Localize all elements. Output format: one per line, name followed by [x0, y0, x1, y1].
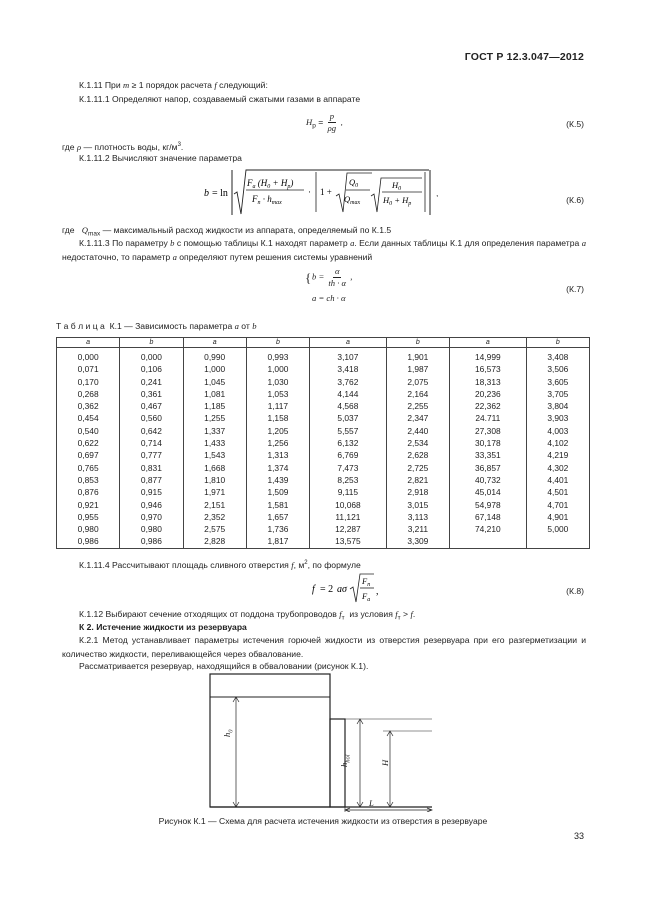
table-cell: 4,901	[526, 511, 589, 523]
paragraph-k1-11-1: К.1.11.1 Определяют напор, создаваемый сжатыми газами в аппарате	[79, 94, 361, 104]
table-cell: 3,309	[386, 535, 449, 548]
table-header-cell: b	[386, 338, 449, 348]
table-cell: 9,115	[310, 486, 387, 498]
table-cell: 4,568	[310, 400, 387, 412]
svg-text:b: b	[204, 188, 209, 199]
table-cell: 3,211	[386, 523, 449, 535]
table-cell: 0,831	[120, 462, 183, 474]
paragraph-where-q: где $Q_{max}$ — максимальный расход жидкости из аппарата, определяемый по К.1.5	[62, 225, 392, 238]
table-cell: 1,736	[246, 523, 309, 535]
svg-text:H0: $H_0$	[392, 180, 402, 192]
table-cell: 4,003	[526, 425, 589, 437]
svg-text:= ln: = ln	[212, 188, 228, 199]
table-cell: 40,732	[450, 474, 527, 486]
svg-text:Fa: $F_a$	[362, 591, 371, 603]
table-cell: 33,351	[450, 449, 527, 461]
paragraph-k1-11: К.1.11 При m ≥ 1 порядок расчета f следующий:	[79, 80, 268, 90]
table-cell: 2,347	[386, 412, 449, 424]
svg-text:Qmax: $Q_{max}$	[344, 194, 361, 206]
table-header-cell: b	[526, 338, 589, 348]
table-cell: 0,993	[246, 348, 309, 364]
table-cell: 2,918	[386, 486, 449, 498]
table-cell: 0,454	[57, 412, 120, 424]
table-cell: 2,821	[386, 474, 449, 486]
table-cell: 3,762	[310, 376, 387, 388]
table-row	[57, 511, 590, 523]
table-header-cell: a	[57, 338, 120, 348]
svg-text:H0 + Hp: $H_0 + H_p$	[383, 195, 412, 207]
table-cell: 2,534	[386, 437, 449, 449]
table-cell: 30,178	[450, 437, 527, 449]
table-header-cell: b	[246, 338, 309, 348]
table-header-cell: a	[310, 338, 387, 348]
table-cell: 6,769	[310, 449, 387, 461]
table-cell: 0,853	[57, 474, 120, 486]
table-row	[57, 412, 590, 424]
svg-text:Fп · hmax: $F_п \cdot h_{max}$	[252, 194, 282, 206]
svg-text:aσ: aσ	[337, 584, 347, 595]
svg-text:= 2: = 2	[320, 584, 334, 595]
table-cell: 1,053	[246, 388, 309, 400]
table-row	[57, 486, 590, 498]
table-cell: 0,467	[120, 400, 183, 412]
table-cell: 7,473	[310, 462, 387, 474]
svg-text:1 +: 1 +	[320, 187, 332, 197]
paragraph-k1-12: К.1.12 Выбирают сечение отходящих от поддона трубопроводов $f_т$ из условия $f_т > f$.	[79, 609, 416, 622]
table-row	[57, 535, 590, 548]
svg-text:Fa (H0 + Hp): $F_a$ $(H_0 + H_p)$	[247, 178, 294, 190]
table-cell: 11,121	[310, 511, 387, 523]
table-cell: 1,810	[183, 474, 246, 486]
table-cell: 1,313	[246, 449, 309, 461]
table-cell: 1,337	[183, 425, 246, 437]
table-cell: 16,573	[450, 363, 527, 375]
table-cell: 1,668	[183, 462, 246, 474]
table-cell: 1,509	[246, 486, 309, 498]
table-caption: Т а б л и ц а К.1 — Зависимость параметра a от b	[56, 321, 257, 331]
table-cell: 3,408	[526, 348, 589, 364]
table-cell: 0,170	[57, 376, 120, 388]
table-cell: 0,980	[57, 523, 120, 535]
table-cell: 0,697	[57, 449, 120, 461]
label-hhol: $h_{hol}$	[339, 754, 352, 767]
table-cell: 22,362	[450, 400, 527, 412]
table-cell: 0,268	[57, 388, 120, 400]
table-cell: 1,256	[246, 437, 309, 449]
paragraph-k2-1: К.2.1 Метод устанавливает параметры истечения горючей жидкости из отверстия резервуара при его разгерметизации и количество жидкости, переливающейся через обвалование.	[62, 635, 586, 659]
label-H: H	[380, 759, 390, 766]
figure-caption: Рисунок К.1 — Схема для расчета истечения жидкости из отверстия в резервуаре	[158, 816, 488, 826]
table-row	[57, 376, 590, 388]
figure-k1-diagram	[200, 672, 440, 812]
svg-text:·: ·	[308, 187, 311, 197]
table-cell: 0,986	[120, 535, 183, 548]
table-header-cell: b	[120, 338, 183, 348]
table-cell: 27,308	[450, 425, 527, 437]
paragraph-k1-11-3: К.1.11.3 По параметру b с помощью таблицы К.1 находят параметр a. Если данных таблицы К.1 для определения параметра a недостаточно, то параметр a определяют путем решения системы уравнений	[62, 238, 586, 262]
table-row	[57, 449, 590, 461]
table-cell: 0,642	[120, 425, 183, 437]
table-cell: 20,236	[450, 388, 527, 400]
table-cell: 4,401	[526, 474, 589, 486]
table-cell: 0,071	[57, 363, 120, 375]
svg-text:f: f	[312, 584, 315, 595]
equation-k8	[312, 572, 392, 604]
table-cell: 1,117	[246, 400, 309, 412]
table-cell: 1,030	[246, 376, 309, 388]
table-cell: 0,915	[120, 486, 183, 498]
table-cell: 3,113	[386, 511, 449, 523]
table-cell: 4,302	[526, 462, 589, 474]
table-cell: 1,987	[386, 363, 449, 375]
table-cell: 3,903	[526, 412, 589, 424]
table-cell: 0,714	[120, 437, 183, 449]
section-heading-k2: К 2. Истечение жидкости из резервуара	[79, 622, 247, 632]
table-row	[57, 523, 590, 535]
table-cell: 3,705	[526, 388, 589, 400]
svg-text:Fп: $F_п$	[362, 576, 371, 588]
table-row	[57, 363, 590, 375]
table-cell: 1,971	[183, 486, 246, 498]
table-cell: 0,986	[57, 535, 120, 548]
reservoir-outline	[210, 674, 330, 807]
svg-text:,: ,	[376, 586, 379, 597]
table-cell: 0,921	[57, 499, 120, 511]
label-L: L	[369, 798, 374, 808]
table-cell: 1,081	[183, 388, 246, 400]
table-cell: 2,352	[183, 511, 246, 523]
table-cell: 8,253	[310, 474, 387, 486]
table-cell: 1,000	[246, 363, 309, 375]
table-cell: 45,014	[450, 486, 527, 498]
document-code: ГОСТ Р 12.3.047—2012	[464, 51, 584, 63]
table-cell: 1,205	[246, 425, 309, 437]
table-cell: 3,605	[526, 376, 589, 388]
equation-number-k7: (К.7)	[566, 284, 584, 294]
table-cell: 4,144	[310, 388, 387, 400]
table-cell: 0,980	[120, 523, 183, 535]
table-cell: 1,433	[183, 437, 246, 449]
table-cell: 14,999	[450, 348, 527, 364]
table-cell: 67,148	[450, 511, 527, 523]
table-cell: 2,440	[386, 425, 449, 437]
table-cell: 74,210	[450, 523, 527, 535]
table-cell: 3,107	[310, 348, 387, 364]
table-row	[57, 499, 590, 511]
table-cell: 3,506	[526, 363, 589, 375]
table-cell: 2,725	[386, 462, 449, 474]
table-cell: 1,439	[246, 474, 309, 486]
table-cell: 3,418	[310, 363, 387, 375]
table-row	[57, 425, 590, 437]
table-cell: 6,132	[310, 437, 387, 449]
equation-k6	[204, 168, 434, 218]
paragraph-k1-11-2: К.1.11.2 Вычисляют значение параметра	[79, 153, 242, 163]
page-number: 33	[573, 831, 584, 841]
table-cell: 2,075	[386, 376, 449, 388]
table-cell: 1,045	[183, 376, 246, 388]
table-cell: 4,219	[526, 449, 589, 461]
table-cell: 10,068	[310, 499, 387, 511]
table-cell: 0,777	[120, 449, 183, 461]
table-cell: 1,000	[183, 363, 246, 375]
table-cell: 2,575	[183, 523, 246, 535]
table-cell: 24.711	[450, 412, 527, 424]
table-row	[57, 348, 590, 364]
table-cell: 4,701	[526, 499, 589, 511]
table-row	[57, 462, 590, 474]
table-cell: 0,106	[120, 363, 183, 375]
table-cell: 2,164	[386, 388, 449, 400]
table-row	[57, 437, 590, 449]
table-cell: 2,151	[183, 499, 246, 511]
table-cell: 0,560	[120, 412, 183, 424]
table-cell: 0,970	[120, 511, 183, 523]
svg-text:Q0: $Q_0$	[349, 177, 359, 189]
table-cell: 1,185	[183, 400, 246, 412]
table-cell: 0,876	[57, 486, 120, 498]
table-row	[57, 400, 590, 412]
table-cell: 13,575	[310, 535, 387, 548]
table-cell: 0,000	[120, 348, 183, 364]
table-cell: 5,037	[310, 412, 387, 424]
table-cell: 0,241	[120, 376, 183, 388]
table-cell: 2,255	[386, 400, 449, 412]
table-header-cell: a	[183, 338, 246, 348]
table-cell: 54,978	[450, 499, 527, 511]
table-cell: 0,540	[57, 425, 120, 437]
table-cell: 0,622	[57, 437, 120, 449]
table-cell: 4,102	[526, 437, 589, 449]
table-cell: 1,657	[246, 511, 309, 523]
table-cell: 3,015	[386, 499, 449, 511]
table-cell: 0,955	[57, 511, 120, 523]
table-cell: 18,313	[450, 376, 527, 388]
table-cell: 1,817	[246, 535, 309, 548]
equation-number-k8: (К.8)	[566, 586, 584, 596]
table-cell: 36,857	[450, 462, 527, 474]
brace: {	[305, 270, 312, 285]
table-cell	[450, 535, 527, 548]
table-row	[57, 388, 590, 400]
table-cell: 0,362	[57, 400, 120, 412]
paragraph-where-rho: где ρ — плотность воды, $кг/м^3$.	[62, 141, 184, 152]
table-cell: 0,877	[120, 474, 183, 486]
table-cell: 1,374	[246, 462, 309, 474]
table-cell: 1,158	[246, 412, 309, 424]
equation-k7: b = $\frac{\alpha}{th \cdot \alpha}$ , a = ch · α	[312, 266, 353, 303]
table-cell	[526, 535, 589, 548]
equation-k5: $H_р$ = $\frac{p}{\rho g}$ ,	[306, 111, 343, 133]
table-cell: 0,361	[120, 388, 183, 400]
table-cell: 5,557	[310, 425, 387, 437]
equation-number-k5: (К.5)	[566, 119, 584, 129]
table-cell: 0,765	[57, 462, 120, 474]
table-k1	[56, 337, 590, 549]
table-cell: 4,501	[526, 486, 589, 498]
table-cell: 2,628	[386, 449, 449, 461]
table-cell: 2,828	[183, 535, 246, 548]
table-row	[57, 474, 590, 486]
table-cell: 1,255	[183, 412, 246, 424]
table-cell: 12,287	[310, 523, 387, 535]
table-cell: 0,990	[183, 348, 246, 364]
paragraph-reservoir: Рассматривается резервуар, находящийся в обваловании (рисунок К.1).	[79, 661, 369, 671]
table-cell: 5,000	[526, 523, 589, 535]
table-cell: 1,581	[246, 499, 309, 511]
table-cell: 1,543	[183, 449, 246, 461]
paragraph-k1-11-4: К.1.11.4 Рассчитывают площадь сливного отверстия f, $м^2$, по формуле	[79, 559, 361, 570]
equation-number-k6: (К.6)	[566, 195, 584, 205]
label-h0: $h_0$	[222, 729, 235, 737]
table-cell: 1,901	[386, 348, 449, 364]
table-header-cell: a	[450, 338, 527, 348]
table-cell: 0,946	[120, 499, 183, 511]
table-cell: 3,804	[526, 400, 589, 412]
table-cell: 0,000	[57, 348, 120, 364]
